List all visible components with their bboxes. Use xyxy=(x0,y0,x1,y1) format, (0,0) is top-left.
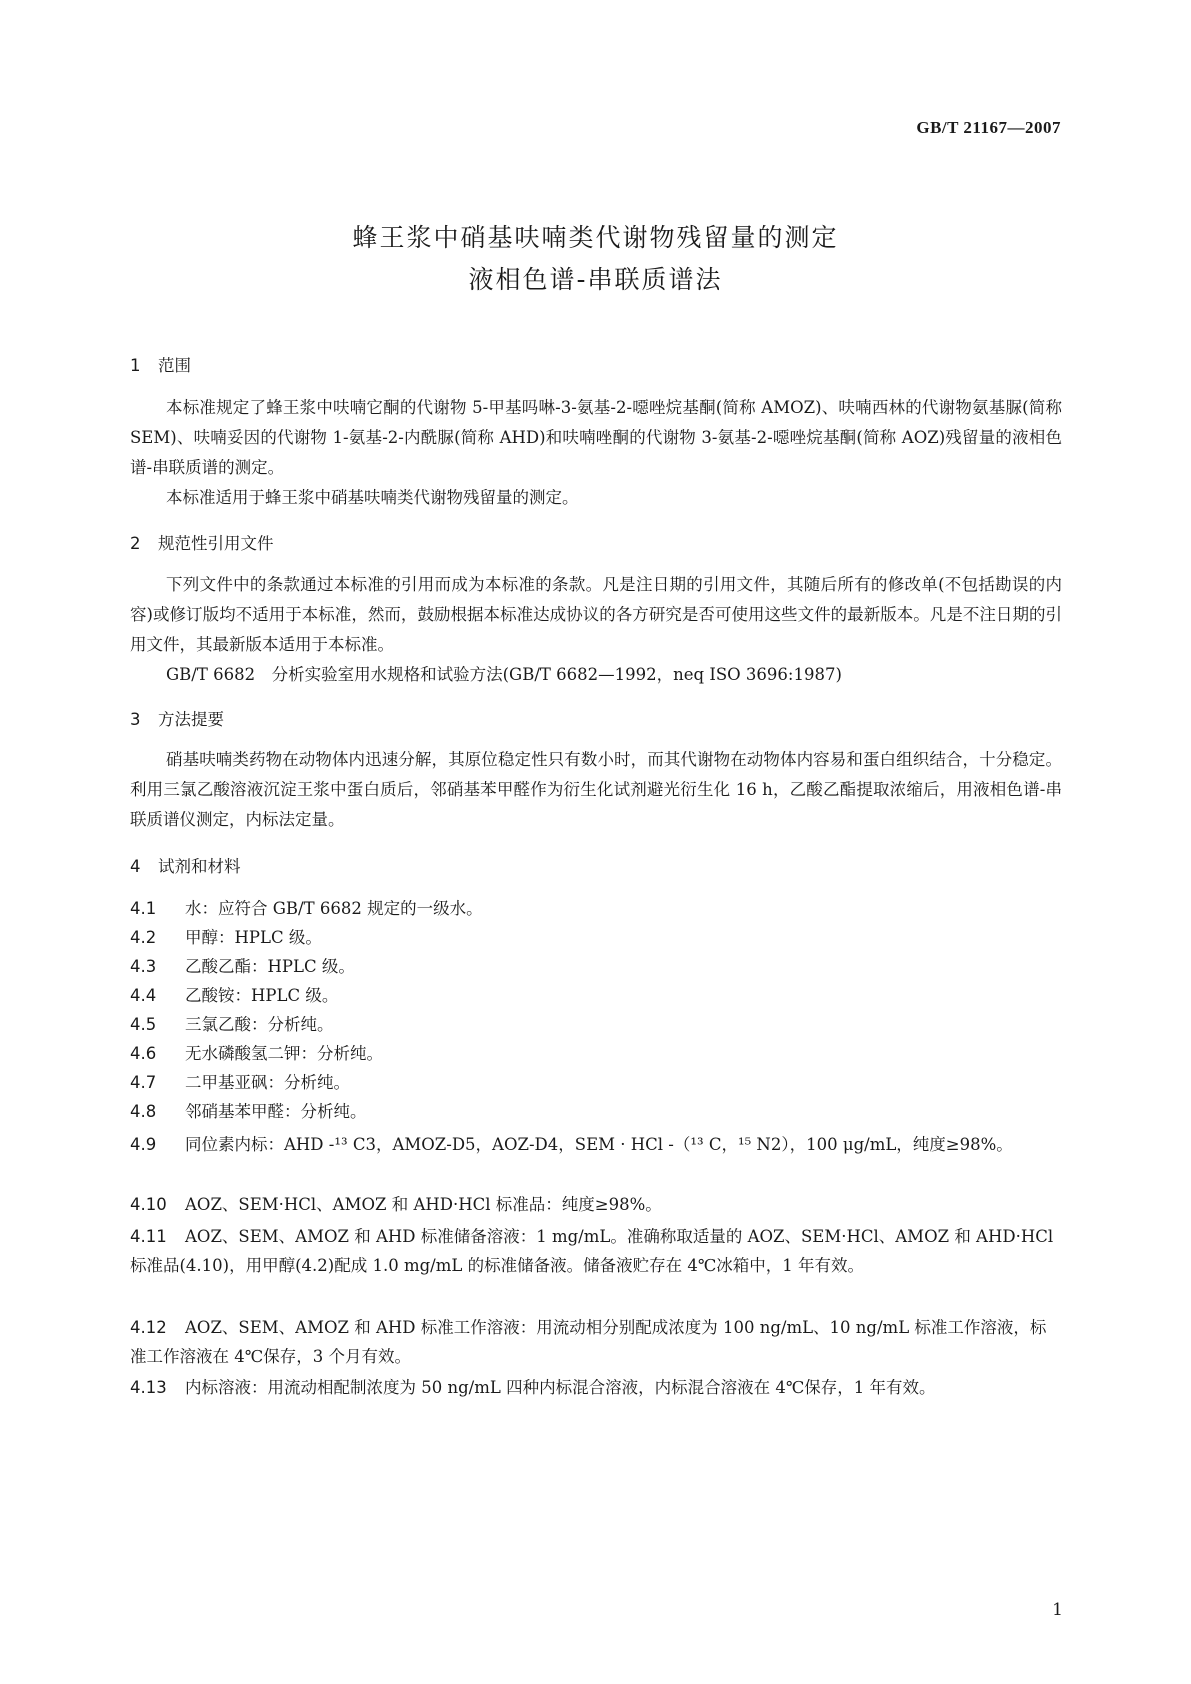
reagent-item xyxy=(130,1222,1062,1280)
item-number: 4.6 xyxy=(130,1044,157,1063)
section-title: 规范性引用文件 xyxy=(158,534,274,553)
item-text: AOZ、SEM、AMOZ 和 AHD 标准工作溶液：用流动相分别配成浓度为 100 ng/mL、10 ng/mL 标准工作溶液，标准工作溶液在 4℃保存，3 个月有效。 xyxy=(130,1318,1047,1366)
section-heading-scope xyxy=(130,352,191,376)
scope-paragraph: 本标准规定了蜂王浆中呋喃它酮的代谢物 5-甲基吗啉-3-氨基-2-噁唑烷基酮(简称 AMOZ)、呋喃西林的代谢物氨基脲(简称 SEM)、呋喃妥因的代谢物 1-氨基-2-内酰脲(简称 AHD)和呋喃唑酮的代谢物 3-氨基-2-噁唑烷基酮(简称 AOZ)残留量的液相色谱-串联质谱的测定。 xyxy=(130,398,1062,477)
item-number: 4.12 xyxy=(130,1318,167,1337)
item-number: 4.5 xyxy=(130,1015,157,1034)
item-text: 同位素内标：AHD -¹³ C3，AMOZ-D5，AOZ-D4，SEM · HCl -（¹³ C，¹⁵ N2），100 μg/mL，纯度≥98%。 xyxy=(185,1135,1013,1154)
item-text: 无水磷酸氢二钾：分析纯。 xyxy=(185,1044,383,1063)
section-number: 1 xyxy=(130,356,141,375)
item-text: 邻硝基苯甲醛：分析纯。 xyxy=(185,1102,367,1121)
item-number: 4.4 xyxy=(130,986,157,1005)
item-text: AOZ、SEM·HCl、AMOZ 和 AHD·HCl 标准品：纯度≥98%。 xyxy=(185,1195,662,1214)
section-heading-reagents xyxy=(130,853,241,877)
item-text: 二甲基亚砜：分析纯。 xyxy=(185,1073,350,1092)
item-number: 4.7 xyxy=(130,1073,157,1092)
method-paragraph: 硝基呋喃类药物在动物体内迅速分解，其原位稳定性只有数小时，而其代谢物在动物体内容易和蛋白组织结合，十分稳定。利用三氯乙酸溶液沉淀王浆中蛋白质后，邻硝基苯甲醛作为衍生化试剂避光衍生化 16 h，乙酸乙酯提取浓缩后，用液相色谱-串联质谱仪测定，内标法定量。 xyxy=(130,750,1062,829)
section-number: 2 xyxy=(130,534,141,553)
item-number: 4.2 xyxy=(130,928,157,947)
reagent-item xyxy=(130,894,1062,923)
standard-code: GB/T 21167—2007 xyxy=(916,118,1061,137)
item-text: 内标溶液：用流动相配制浓度为 50 ng/mL 四种内标混合溶液，内标混合溶液在 4℃保存，1 年有效。 xyxy=(185,1378,936,1397)
reagent-item xyxy=(130,1010,1062,1039)
item-number: 4.13 xyxy=(130,1378,167,1397)
document-subtitle: 液相色谱-串联质谱法 xyxy=(468,265,723,294)
item-number: 4.1 xyxy=(130,899,157,918)
item-text: 乙酸铵：HPLC 级。 xyxy=(185,986,339,1005)
item-number: 4.11 xyxy=(130,1227,167,1246)
section-number: 3 xyxy=(130,710,141,729)
item-text: 乙酸乙酯：HPLC 级。 xyxy=(185,957,355,976)
reagent-item xyxy=(130,1039,1062,1068)
reference-entry: GB/T 6682 分析实验室用水规格和试验方法(GB/T 6682—1992，neq ISO 3696:1987) xyxy=(166,665,842,684)
reagent-item xyxy=(130,1068,1062,1097)
reagent-item xyxy=(130,1373,1062,1402)
item-text: 水：应符合 GB/T 6682 规定的一级水。 xyxy=(185,899,483,918)
item-text: 甲醇：HPLC 级。 xyxy=(185,928,322,947)
reagent-item xyxy=(130,1190,1062,1219)
document-title: 蜂王浆中硝基呋喃类代谢物残留量的测定 xyxy=(352,223,839,252)
reagent-item xyxy=(130,923,1062,952)
section-title: 试剂和材料 xyxy=(158,857,241,876)
reagent-item xyxy=(130,981,1062,1010)
references-paragraph: 下列文件中的条款通过本标准的引用而成为本标准的条款。凡是注日期的引用文件，其随后所有的修改单(不包括勘误的内容)或修订版均不适用于本标准，然而，鼓励根据本标准达成协议的各方研究是否可使用这些文件的最新版本。凡是不注日期的引用文件，其最新版本适用于本标准。 xyxy=(130,575,1062,654)
section-title: 范围 xyxy=(158,356,191,375)
section-number: 4 xyxy=(130,857,141,876)
reagent-item xyxy=(130,952,1062,981)
reagent-item xyxy=(130,1097,1062,1126)
item-text: 三氯乙酸：分析纯。 xyxy=(185,1015,334,1034)
section-title: 方法提要 xyxy=(158,710,224,729)
item-number: 4.9 xyxy=(130,1135,157,1154)
item-number: 4.3 xyxy=(130,957,157,976)
section-heading-method xyxy=(130,706,224,730)
scope-applicability: 本标准适用于蜂王浆中硝基呋喃类代谢物残留量的测定。 xyxy=(166,488,579,507)
reagent-item xyxy=(130,1130,1062,1159)
page-number: 1 xyxy=(1052,1600,1063,1620)
section-heading-references xyxy=(130,530,274,554)
item-number: 4.10 xyxy=(130,1195,167,1214)
item-number: 4.8 xyxy=(130,1102,157,1121)
reagent-item xyxy=(130,1313,1062,1371)
item-text: AOZ、SEM、AMOZ 和 AHD 标准储备溶液：1 mg/mL。准确称取适量的 AOZ、SEM·HCl、AMOZ 和 AHD·HCl 标准品(4.10)，用甲醇(4.2)配成 1.0 mg/mL 的标准储备液。储备液贮存在 4℃冰箱中，1 年有效。 xyxy=(130,1227,1054,1275)
